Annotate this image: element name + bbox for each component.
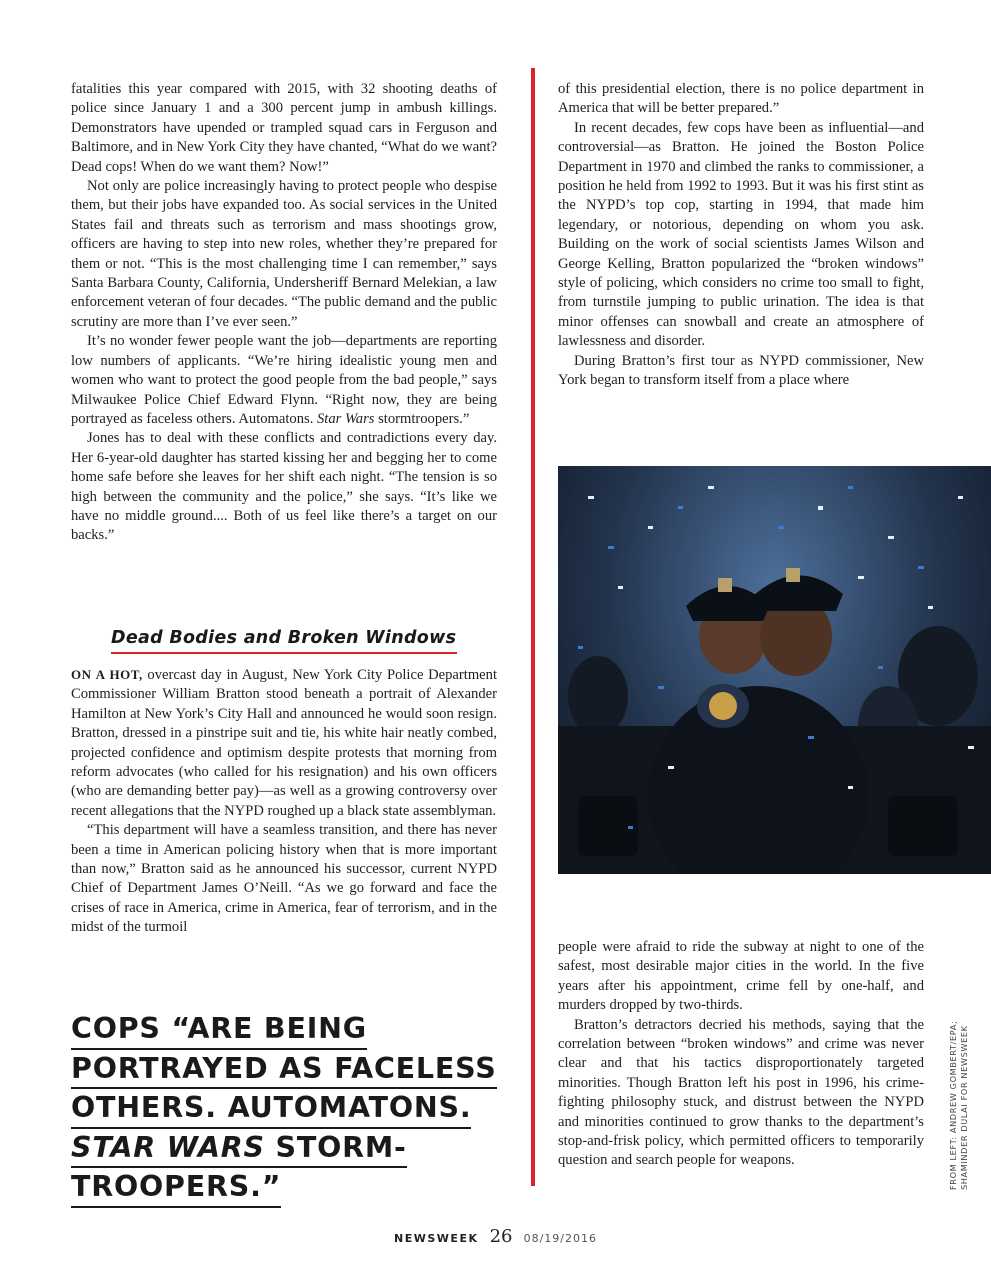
paragraph: Bratton’s detractors decried his methods, saying that the correlation between “broken windows” and crime was never clear and that his tactics disproportionately targeted minorities. Though Bratton left his post in 1996, his crime-fighting philosophy stuck, and distrust between the NYPD and minorities continued to grow thanks to the department’s stop-and-frisk policy, which permitted officers to temporarily question and search people for weapons. — [558, 1016, 924, 1169]
left-column-section-2 — [71, 665, 497, 938]
issue-date: 08/19/2016 — [523, 1232, 597, 1245]
pull-quote-line: TROOPERS.” — [71, 1168, 281, 1208]
pull-quote-line: COPS “ARE BEING — [71, 1010, 367, 1050]
page-footer — [0, 1226, 991, 1247]
photo-police-graduation — [558, 466, 991, 874]
paragraph: of this presidential election, there is no police department in America that will be better prepared.” — [558, 81, 924, 117]
paragraph: In recent decades, few cops have been as influential—and controversial—as Bratton. He joined the Boston Police Department in 1970 and climbed the ranks to commissioner, a position he held from 1992 to 1993. But it was his first stint as the NYPD’s top cop, starting in 1994, that made him legendary, or notorious, depending on whom you ask. Building on the work of social scientists James Wilson and George Kelling, Bratton popularized the “broken windows” style of policing, which considers no crime too small to fight, from turnstile jumping to public urination. The idea is that minor offenses can snowball and create an atmosphere of lawlessness and disorder. — [558, 119, 924, 350]
photo-credit-line: SHAMINDER DULAI FOR NEWSWEEK — [958, 1025, 969, 1190]
column-divider — [531, 68, 535, 1186]
italic-title: STAR WARS — [71, 1130, 265, 1164]
text-run: It’s no wonder fewer people want the job—departments are reporting low numbers of applicants. “We’re hiring idealistic young men and women who want to protect the good people from the bad people,” says Milwaukee Police Chief Edward Flynn. “Right now, they are being portrayed as faceless others. Automatons. — [71, 333, 497, 427]
right-column-top — [558, 80, 924, 391]
pull-quote-line: PORTRAYED AS FACELESS — [71, 1050, 497, 1090]
paragraph: people were afraid to ride the subway at night to one of the safest, most desirable major cities in the world. In the five years after his appointment, crime fell by one-half, and murders dropped by two-thirds. — [558, 939, 924, 1014]
paragraph — [71, 332, 497, 429]
photo-credit-line: FROM LEFT: ANDREW GOMBERT/EPA; — [948, 1020, 958, 1190]
paragraph: “This department will have a seamless transition, and there has never been a time in American policing history when that is more important than now,” Bratton said as he announced his successor, current NYPD Chief of Department James O’Neill. “As we go forward and face the crises of race in America, crime in America, fear of terrorism, and in the midst of the turmoil — [71, 822, 497, 936]
pull-quote-line — [71, 1129, 407, 1169]
text-run: STORM- — [264, 1130, 407, 1164]
lead-in: ON A HOT, — [71, 667, 143, 682]
text-run: overcast day in August, New York City Police Department Commissioner William Bratton stood beneath a portrait of Alexander Hamilton at New York’s City Hall and announced he would soon resign. Bratton, dressed in a pinstripe suit and tie, his white hair neatly combed, projected confidence and optimism despite protests that morning from reform advocates (who called for his resignation) and his own officers (who are demanding better pay)—as well as a growing controversy over recent allegations that the NYPD roughed up a black state assemblyman. — [71, 667, 497, 819]
paragraph: Jones has to deal with these conflicts and contradictions every day. Her 6-year-old daughter has started kissing her and begging her to come home safe before she leaves for her shift each night. “The tension is so high between the community and the police,” she says. “It’s like we have no middle ground.... Both of us feel like there’s a target on our backs.” — [71, 430, 497, 544]
photo-credit — [948, 1020, 969, 1190]
text-run: stormtroopers.” — [374, 410, 470, 427]
section-subhead: Dead Bodies and Broken Windows — [111, 628, 457, 654]
pull-quote-line: OTHERS. AUTOMATONS. — [71, 1089, 471, 1129]
left-column — [71, 80, 497, 546]
pull-quote — [71, 1010, 511, 1208]
paragraph: Not only are police increasingly having to protect people who despise them, but their jobs have expanded too. As social services in the United States fail and threats such as terrorism and mass shootings grow, officers are having to step into new roles, whether they’re prepared for them or not. “This is the most challenging time I can remember,” says Santa Barbara County, California, Undersheriff Bernard Melekian, a law enforcement veteran of four decades. “The public demand and the public scrutiny are more than I’ve ever seen.” — [71, 178, 497, 330]
paragraph — [71, 665, 497, 821]
paragraph: During Bratton’s first tour as NYPD commissioner, New York began to transform itself from a place where — [558, 352, 924, 389]
paragraph: fatalities this year compared with 2015, with 32 shooting deaths of police since January 1 and a 300 percent jump in ambush killings. Demonstrators have upended or trampled squad cars in Ferguson and Baltimore, and in New York City they have chanted, “What do we want? Dead cops! When do we want them? Now!” — [71, 81, 497, 175]
right-column-bottom — [558, 938, 924, 1171]
photo-illustration — [558, 466, 991, 874]
italic-title: Star Wars — [317, 410, 375, 427]
footer-brand: NEWSWEEK — [394, 1232, 479, 1245]
page-number: 26 — [489, 1226, 513, 1247]
